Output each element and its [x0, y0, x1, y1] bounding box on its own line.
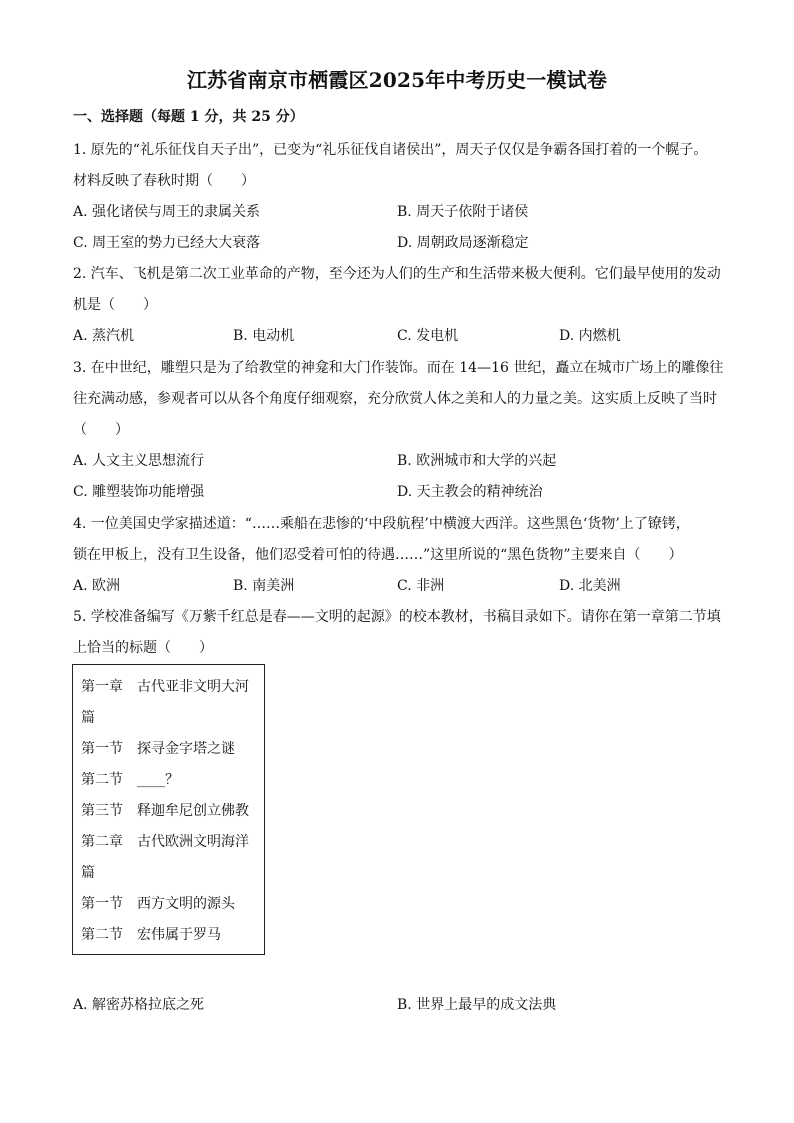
toc-line: 第一章 古代亚非文明大河 [81, 679, 249, 695]
option-c[interactable]: C. 雕塑装饰功能增强 [73, 484, 205, 500]
question-text-line: （ ） [73, 422, 129, 438]
toc-blank-line: 第二节 ____？ [81, 772, 179, 788]
table-of-contents-box [72, 664, 265, 955]
toc-line: 第一节 探寻金字塔之谜 [81, 741, 235, 757]
toc-line: 第三节 释迦牟尼创立佛教 [81, 803, 249, 819]
question-text-line: 材料反映了春秋时期（ ） [73, 173, 255, 189]
option-d[interactable]: D. 北美洲 [559, 578, 621, 594]
option-d[interactable]: D. 内燃机 [559, 328, 621, 344]
question-text-line: 锁在甲板上，没有卫生设备，他们忍受着可怕的待遇……”这里所说的“黑色货物”主要来自（ ） [73, 547, 683, 563]
question-text-line: 往充满动感，参观者可以从各个角度仔细观察，充分欣赏人体之美和人的力量之美。这实质上反映了当时 [73, 391, 717, 407]
question-text-line: 5. 学校准备编写《万紫千红总是春——文明的起源》的校本教材，书稿目录如下。请你在第一章第二节填 [73, 609, 721, 625]
question-text-line: 2. 汽车、飞机是第二次工业革命的产物，至今还为人们的生产和生活带来极大便利。它们最早使用的发动 [73, 266, 721, 282]
toc-line: 第一节 西方文明的源头 [81, 896, 235, 912]
toc-line: 第二章 古代欧洲文明海洋 [81, 834, 249, 850]
option-d[interactable]: D. 天主教会的精神统治 [397, 484, 543, 500]
option-a[interactable]: A. 蒸汽机 [73, 328, 135, 344]
question-text-line: 4. 一位美国史学家描述道：“……乘船在悲惨的‘中段航程’中横渡大西洋。这些黑色‘货物’上了镣铐， [73, 516, 690, 532]
option-b[interactable]: B. 南美洲 [233, 578, 295, 594]
option-c[interactable]: C. 非洲 [397, 578, 445, 594]
option-b[interactable]: B. 欧洲城市和大学的兴起 [397, 453, 557, 469]
option-a[interactable]: A. 解密苏格拉底之死 [73, 997, 205, 1013]
question-text-line: 3. 在中世纪，雕塑只是为了给教堂的神龛和大门作装饰。而在 14—16 世纪，矗立在城市广场上的雕像往 [73, 360, 724, 376]
section-heading: 一、选择题（每题 1 分，共 25 分） [73, 109, 304, 125]
option-a[interactable]: A. 人文主义思想流行 [73, 453, 205, 469]
option-a[interactable]: A. 强化诸侯与周王的隶属关系 [73, 204, 261, 220]
toc-line: 篇 [81, 865, 95, 881]
option-b[interactable]: B. 世界上最早的成文法典 [397, 997, 557, 1013]
option-b[interactable]: B. 周天子依附于诸侯 [397, 204, 529, 220]
toc-line: 第二节 宏伟属于罗马 [81, 927, 221, 943]
option-b[interactable]: B. 电动机 [233, 328, 295, 344]
question-text-line: 1. 原先的“礼乐征伐自天子出”，已变为“礼乐征伐自诸侯出”，周天子仅仅是争霸各国打着的一个幌子。 [73, 142, 708, 158]
option-a[interactable]: A. 欧洲 [73, 578, 121, 594]
question-text-line: 机是（ ） [73, 297, 157, 313]
question-text-line: 上恰当的标题（ ） [73, 640, 213, 656]
option-c[interactable]: C. 周王室的势力已经大大衰落 [73, 235, 261, 251]
option-c[interactable]: C. 发电机 [397, 328, 459, 344]
toc-line: 篇 [81, 710, 95, 726]
exam-title: 江苏省南京市栖霞区2025年中考历史一模试卷 [186, 68, 608, 92]
option-d[interactable]: D. 周朝政局逐渐稳定 [397, 235, 529, 251]
